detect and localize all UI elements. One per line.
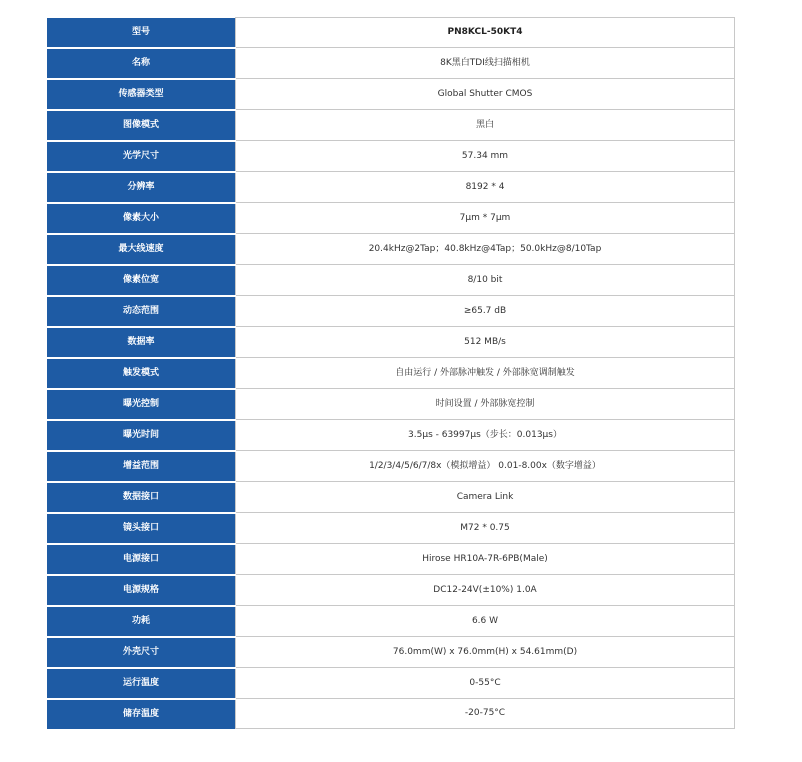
spec-label-exposure-control: 曝光控制: [47, 389, 236, 420]
spec-row-model: [47, 18, 735, 48]
spec-value-operating-temp: 0-55°C: [236, 668, 735, 699]
spec-value-power-spec: DC12-24V(±10%) 1.0A: [236, 575, 735, 606]
spec-label-optical-size: 光学尺寸: [47, 141, 236, 172]
spec-label-power-connector: 电源接口: [47, 544, 236, 575]
spec-row-storage-temp: [47, 699, 735, 729]
spec-value-power-connector: Hirose HR10A-7R-6PB(Male): [236, 544, 735, 575]
spec-row-dynamic-range: [47, 296, 735, 327]
spec-table: [47, 17, 735, 729]
spec-value-resolution: 8192 * 4: [236, 172, 735, 203]
spec-row-max-line-rate: [47, 234, 735, 265]
spec-label-storage-temp: 储存温度: [47, 699, 236, 729]
spec-label-lens-mount: 镜头接口: [47, 513, 236, 544]
spec-row-data-interface: [47, 482, 735, 513]
spec-label-max-line-rate: 最大线速度: [47, 234, 236, 265]
spec-value-sensor-type: Global Shutter CMOS: [236, 79, 735, 110]
spec-row-housing-size: [47, 637, 735, 668]
spec-value-trigger-mode: 自由运行 / 外部脉冲触发 / 外部脉宽调制触发: [236, 358, 735, 389]
spec-label-pixel-size: 像素大小: [47, 203, 236, 234]
spec-row-data-rate: [47, 327, 735, 358]
spec-value-gain-range: 1/2/3/4/5/6/7/8x（模拟增益） 0.01-8.00x（数字增益）: [236, 451, 735, 482]
spec-row-exposure-control: [47, 389, 735, 420]
spec-row-gain-range: [47, 451, 735, 482]
spec-value-storage-temp: -20-75°C: [236, 699, 735, 729]
spec-row-exposure-time: [47, 420, 735, 451]
spec-label-exposure-time: 曝光时间: [47, 420, 236, 451]
spec-value-power-consumption: 6.6 W: [236, 606, 735, 637]
spec-label-dynamic-range: 动态范围: [47, 296, 236, 327]
spec-value-image-mode: 黑白: [236, 110, 735, 141]
spec-row-name: [47, 48, 735, 79]
spec-row-sensor-type: [47, 79, 735, 110]
spec-value-data-rate: 512 MB/s: [236, 327, 735, 358]
spec-label-model: 型号: [47, 18, 236, 48]
spec-value-data-interface: Camera Link: [236, 482, 735, 513]
spec-row-optical-size: [47, 141, 735, 172]
spec-label-pixel-depth: 像素位宽: [47, 265, 236, 296]
spec-value-exposure-control: 时间设置 / 外部脉宽控制: [236, 389, 735, 420]
spec-value-dynamic-range: ≥65.7 dB: [236, 296, 735, 327]
spec-value-housing-size: 76.0mm(W) x 76.0mm(H) x 54.61mm(D): [236, 637, 735, 668]
spec-value-name: 8K黑白TDI线扫描相机: [236, 48, 735, 79]
spec-label-image-mode: 图像模式: [47, 110, 236, 141]
spec-label-resolution: 分辨率: [47, 172, 236, 203]
spec-value-model: PN8KCL-50KT4: [236, 18, 735, 48]
spec-row-power-connector: [47, 544, 735, 575]
spec-row-power-consumption: [47, 606, 735, 637]
spec-value-optical-size: 57.34 mm: [236, 141, 735, 172]
spec-label-sensor-type: 传感器类型: [47, 79, 236, 110]
spec-row-pixel-size: [47, 203, 735, 234]
spec-label-operating-temp: 运行温度: [47, 668, 236, 699]
spec-row-power-spec: [47, 575, 735, 606]
spec-row-pixel-depth: [47, 265, 735, 296]
spec-value-pixel-size: 7μm * 7μm: [236, 203, 735, 234]
spec-value-exposure-time: 3.5μs - 63997μs（步长：0.013μs）: [236, 420, 735, 451]
spec-label-trigger-mode: 触发模式: [47, 358, 236, 389]
spec-row-resolution: [47, 172, 735, 203]
spec-row-image-mode: [47, 110, 735, 141]
spec-label-data-interface: 数据接口: [47, 482, 236, 513]
spec-row-trigger-mode: [47, 358, 735, 389]
spec-value-max-line-rate: 20.4kHz@2Tap；40.8kHz@4Tap；50.0kHz@8/10Tap: [236, 234, 735, 265]
spec-label-name: 名称: [47, 48, 236, 79]
spec-label-housing-size: 外壳尺寸: [47, 637, 236, 668]
spec-value-pixel-depth: 8/10 bit: [236, 265, 735, 296]
spec-value-lens-mount: M72 * 0.75: [236, 513, 735, 544]
spec-row-lens-mount: [47, 513, 735, 544]
spec-row-operating-temp: [47, 668, 735, 699]
spec-label-power-spec: 电源规格: [47, 575, 236, 606]
spec-label-power-consumption: 功耗: [47, 606, 236, 637]
spec-label-data-rate: 数据率: [47, 327, 236, 358]
spec-label-gain-range: 增益范围: [47, 451, 236, 482]
